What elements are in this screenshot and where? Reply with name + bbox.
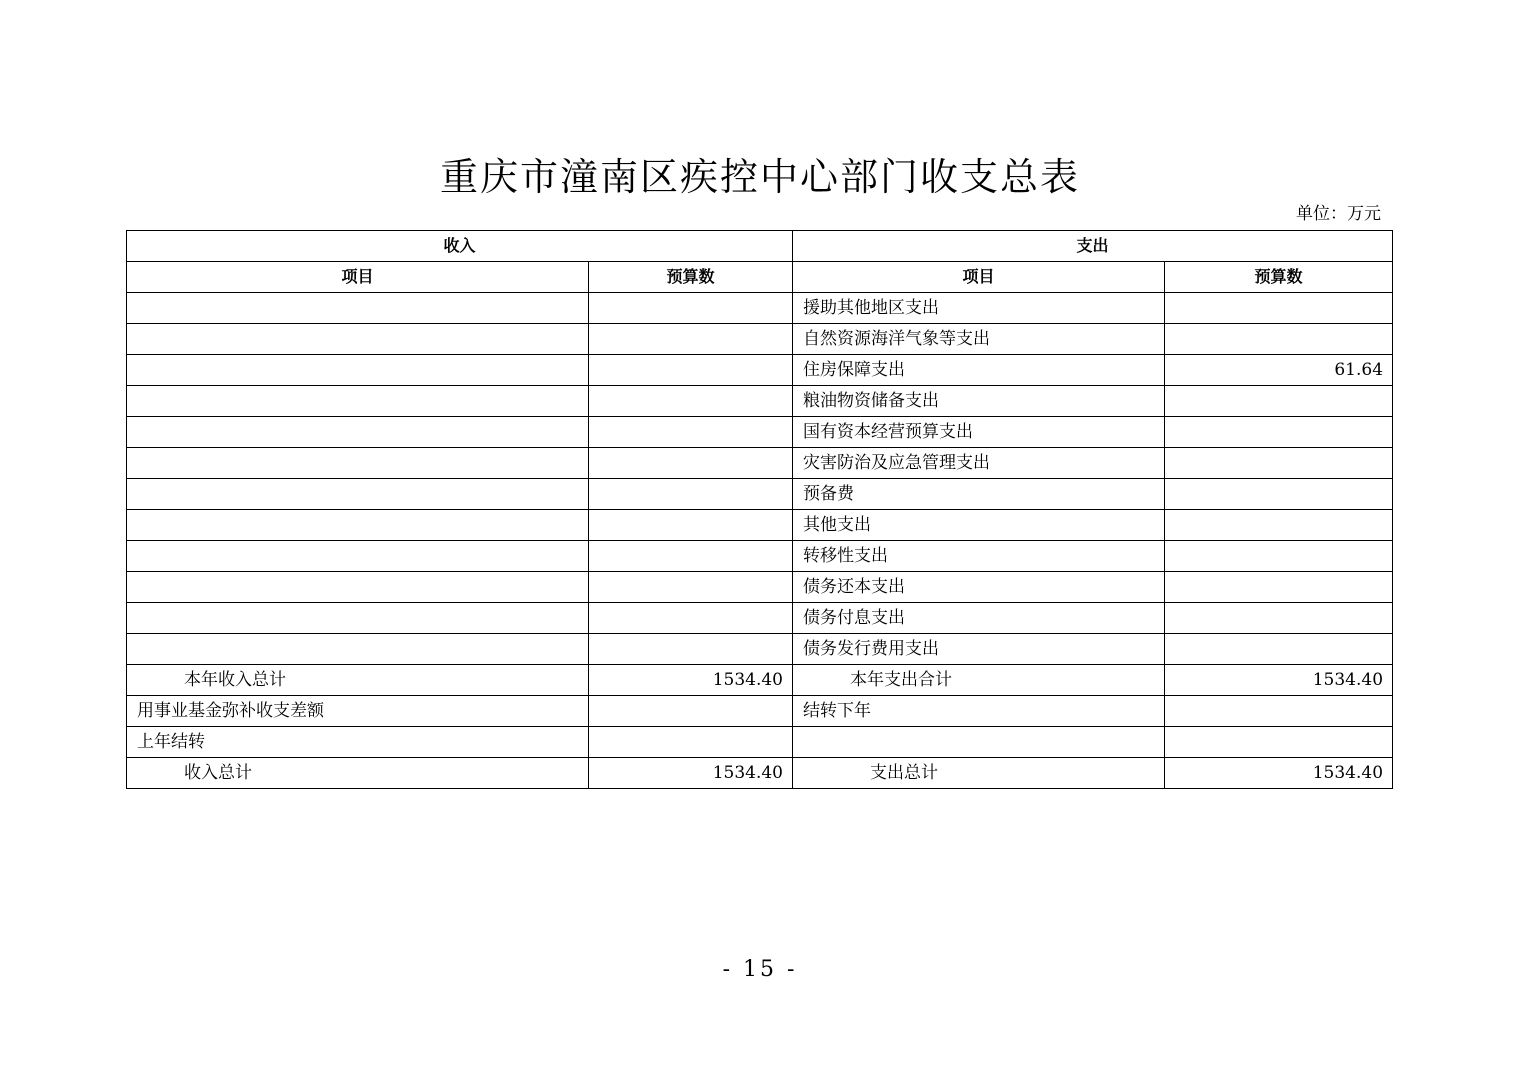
table-row: [127, 510, 1393, 541]
page-title: 重庆市潼南区疾控中心部门收支总表: [439, 155, 1080, 199]
income-item-header: 项目: [127, 262, 589, 293]
income-grand-total-value: 1534.40: [589, 758, 793, 789]
income-item-cell: [127, 541, 589, 572]
expense-item-cell: 转移性支出: [793, 541, 1165, 572]
table-row: [127, 479, 1393, 510]
expense-item-cell: 国有资本经营预算支出: [793, 417, 1165, 448]
income-amount-cell: [589, 603, 793, 634]
income-amount-cell: [589, 572, 793, 603]
expense-amount-cell: [1165, 479, 1393, 510]
income-amount-header: 预算数: [589, 262, 793, 293]
annual-income-total-label: 本年收入总计: [127, 665, 589, 696]
expense-item-cell: 灾害防治及应急管理支出: [793, 448, 1165, 479]
table-row: [127, 572, 1393, 603]
prior-year-carryover-row: [127, 727, 1393, 758]
table-row: [127, 386, 1393, 417]
expense-item-cell: 援助其他地区支出: [793, 293, 1165, 324]
expense-item-cell: 住房保障支出: [793, 355, 1165, 386]
income-item-cell: [127, 417, 589, 448]
income-amount-cell: [589, 479, 793, 510]
expense-amount-cell: [1165, 572, 1393, 603]
prior-year-carryover-value: [589, 727, 793, 758]
fund-balance-value: [589, 696, 793, 727]
unit-label: 单位：万元: [1296, 204, 1381, 224]
expense-amount-cell: [1165, 417, 1393, 448]
income-amount-cell: [589, 386, 793, 417]
table-row: [127, 324, 1393, 355]
expense-grand-total-label: 支出总计: [793, 758, 1165, 789]
annual-expense-total-value: 1534.40: [1165, 665, 1393, 696]
expense-amount-cell: [1165, 448, 1393, 479]
table-row: [127, 603, 1393, 634]
expense-amount-cell: 61.64: [1165, 355, 1393, 386]
income-amount-cell: [589, 510, 793, 541]
table-row: [127, 355, 1393, 386]
income-item-cell: [127, 324, 589, 355]
expense-amount-cell: [1165, 386, 1393, 417]
expense-amount-cell: [1165, 603, 1393, 634]
expense-item-cell: 预备费: [793, 479, 1165, 510]
grand-total-row: [127, 758, 1393, 789]
income-item-cell: [127, 386, 589, 417]
income-amount-cell: [589, 541, 793, 572]
income-item-cell: [127, 510, 589, 541]
expense-grand-total-value: 1534.40: [1165, 758, 1393, 789]
fund-balance-label: 用事业基金弥补收支差额: [127, 696, 589, 727]
fund-balance-row: [127, 696, 1393, 727]
expense-amount-cell: [1165, 634, 1393, 665]
income-item-cell: [127, 572, 589, 603]
expense-item-header: 项目: [793, 262, 1165, 293]
income-amount-cell: [589, 634, 793, 665]
column-header-row: [127, 262, 1393, 293]
prior-year-carryover-label: 上年结转: [127, 727, 589, 758]
income-item-cell: [127, 293, 589, 324]
expense-amount-header: 预算数: [1165, 262, 1393, 293]
budget-summary-table: [126, 230, 1393, 789]
income-amount-cell: [589, 293, 793, 324]
income-grand-total-label: 收入总计: [127, 758, 589, 789]
expense-item-cell: 粮油物资储备支出: [793, 386, 1165, 417]
table-row: [127, 634, 1393, 665]
table-row: [127, 448, 1393, 479]
expense-item-cell: 债务付息支出: [793, 603, 1165, 634]
expense-amount-cell: [1165, 541, 1393, 572]
expense-amount-cell: [1165, 510, 1393, 541]
annual-total-row: [127, 665, 1393, 696]
carryover-expense-value: [1165, 727, 1393, 758]
annual-expense-total-label: 本年支出合计: [793, 665, 1165, 696]
expense-item-cell: 债务还本支出: [793, 572, 1165, 603]
income-item-cell: [127, 355, 589, 386]
carry-forward-label: 结转下年: [793, 696, 1165, 727]
income-amount-cell: [589, 448, 793, 479]
expense-item-cell: 债务发行费用支出: [793, 634, 1165, 665]
section-header-row: [127, 231, 1393, 262]
page-number: - 15 -: [722, 957, 798, 982]
expense-item-cell: 自然资源海洋气象等支出: [793, 324, 1165, 355]
expense-section-header: 支出: [793, 231, 1393, 262]
income-item-cell: [127, 603, 589, 634]
carryover-expense-label: [793, 727, 1165, 758]
income-item-cell: [127, 448, 589, 479]
carry-forward-value: [1165, 696, 1393, 727]
income-item-cell: [127, 479, 589, 510]
income-amount-cell: [589, 417, 793, 448]
income-item-cell: [127, 634, 589, 665]
table-row: [127, 417, 1393, 448]
annual-income-total-value: 1534.40: [589, 665, 793, 696]
expense-amount-cell: [1165, 293, 1393, 324]
income-amount-cell: [589, 355, 793, 386]
income-section-header: 收入: [127, 231, 793, 262]
income-amount-cell: [589, 324, 793, 355]
table-row: [127, 293, 1393, 324]
expense-amount-cell: [1165, 324, 1393, 355]
table-row: [127, 541, 1393, 572]
expense-item-cell: 其他支出: [793, 510, 1165, 541]
